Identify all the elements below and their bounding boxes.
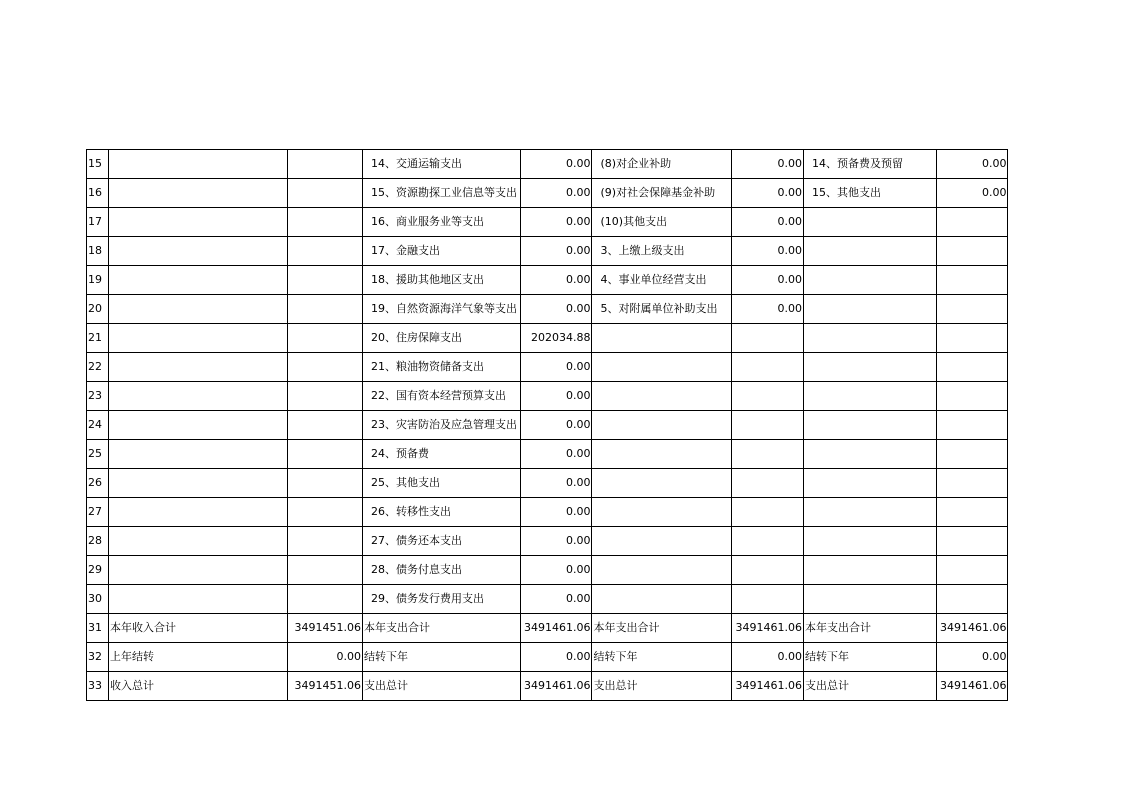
- expense-item-cell: [592, 556, 732, 585]
- row-number: 18: [87, 237, 109, 266]
- amount-cell: 3491461.06: [936, 672, 1007, 701]
- amount-cell: [288, 556, 363, 585]
- table-row: [87, 150, 1008, 179]
- table-row: [87, 469, 1008, 498]
- expense-item-cell: [803, 266, 936, 295]
- expense-item-cell: [803, 237, 936, 266]
- amount-cell: [936, 411, 1007, 440]
- amount-cell: [936, 469, 1007, 498]
- expense-item-cell: 5、对附属单位补助支出: [592, 295, 732, 324]
- amount-cell: [936, 295, 1007, 324]
- row-number: 26: [87, 469, 109, 498]
- amount-cell: 0.00: [936, 643, 1007, 672]
- expense-item-cell: 4、事业单位经营支出: [592, 266, 732, 295]
- expense-item-cell: 结转下年: [803, 643, 936, 672]
- expense-item-cell: [592, 411, 732, 440]
- amount-cell: 3491461.06: [521, 614, 592, 643]
- budget-table: [86, 149, 1008, 701]
- amount-cell: [936, 266, 1007, 295]
- expense-item-cell: [803, 469, 936, 498]
- table-row: [87, 324, 1008, 353]
- amount-cell: [288, 266, 363, 295]
- table-row: [87, 440, 1008, 469]
- expense-item-cell: [803, 324, 936, 353]
- expense-item-cell: [803, 353, 936, 382]
- row-number: 30: [87, 585, 109, 614]
- expense-item-cell: [803, 411, 936, 440]
- expense-item-cell: 支出总计: [592, 672, 732, 701]
- amount-cell: 3491461.06: [732, 672, 803, 701]
- row-number: 24: [87, 411, 109, 440]
- amount-cell: [288, 237, 363, 266]
- amount-cell: 0.00: [936, 150, 1007, 179]
- income-item-cell: [109, 556, 288, 585]
- income-item-cell: [109, 440, 288, 469]
- expense-item-cell: 26、转移性支出: [363, 498, 521, 527]
- income-item-cell: 收入总计: [109, 672, 288, 701]
- amount-cell: [732, 556, 803, 585]
- expense-item-cell: [803, 208, 936, 237]
- row-number: 33: [87, 672, 109, 701]
- row-number: 31: [87, 614, 109, 643]
- amount-cell: [288, 295, 363, 324]
- amount-cell: [288, 440, 363, 469]
- amount-cell: [936, 208, 1007, 237]
- expense-item-cell: 14、预备费及预留: [803, 150, 936, 179]
- amount-cell: [288, 208, 363, 237]
- table-row: [87, 266, 1008, 295]
- expense-item-cell: 18、援助其他地区支出: [363, 266, 521, 295]
- row-number: 28: [87, 527, 109, 556]
- amount-cell: 0.00: [521, 411, 592, 440]
- expense-item-cell: 支出总计: [363, 672, 521, 701]
- table-row: [87, 498, 1008, 527]
- amount-cell: 3491451.06: [288, 672, 363, 701]
- expense-item-cell: 本年支出合计: [592, 614, 732, 643]
- amount-cell: 0.00: [521, 150, 592, 179]
- table-row: [87, 382, 1008, 411]
- income-item-cell: [109, 411, 288, 440]
- income-item-cell: [109, 237, 288, 266]
- income-item-cell: [109, 469, 288, 498]
- expense-item-cell: [592, 585, 732, 614]
- amount-cell: 0.00: [521, 208, 592, 237]
- amount-cell: 0.00: [288, 643, 363, 672]
- amount-cell: [936, 353, 1007, 382]
- expense-item-cell: [803, 440, 936, 469]
- income-item-cell: [109, 208, 288, 237]
- expense-item-cell: 15、资源勘探工业信息等支出: [363, 179, 521, 208]
- amount-cell: [288, 498, 363, 527]
- expense-item-cell: [592, 324, 732, 353]
- expense-item-cell: 3、上缴上级支出: [592, 237, 732, 266]
- table-row: [87, 527, 1008, 556]
- amount-cell: [732, 469, 803, 498]
- amount-cell: 0.00: [521, 440, 592, 469]
- expense-item-cell: [803, 498, 936, 527]
- income-item-cell: [109, 150, 288, 179]
- row-number: 25: [87, 440, 109, 469]
- income-item-cell: [109, 295, 288, 324]
- table-row: [87, 643, 1008, 672]
- expense-item-cell: [592, 527, 732, 556]
- income-item-cell: 上年结转: [109, 643, 288, 672]
- row-number: 22: [87, 353, 109, 382]
- amount-cell: 0.00: [521, 585, 592, 614]
- amount-cell: [288, 585, 363, 614]
- row-number: 20: [87, 295, 109, 324]
- amount-cell: 3491461.06: [521, 672, 592, 701]
- income-item-cell: [109, 266, 288, 295]
- expense-item-cell: 支出总计: [803, 672, 936, 701]
- row-number: 15: [87, 150, 109, 179]
- table-row: [87, 614, 1008, 643]
- expense-item-cell: 28、债务付息支出: [363, 556, 521, 585]
- expense-item-cell: 22、国有资本经营预算支出: [363, 382, 521, 411]
- amount-cell: [936, 382, 1007, 411]
- income-item-cell: [109, 585, 288, 614]
- amount-cell: [288, 411, 363, 440]
- amount-cell: [288, 179, 363, 208]
- amount-cell: [936, 585, 1007, 614]
- row-number: 32: [87, 643, 109, 672]
- income-item-cell: [109, 179, 288, 208]
- table-row: [87, 353, 1008, 382]
- amount-cell: 0.00: [521, 266, 592, 295]
- expense-item-cell: 结转下年: [363, 643, 521, 672]
- expense-item-cell: 21、粮油物资储备支出: [363, 353, 521, 382]
- amount-cell: 0.00: [732, 295, 803, 324]
- amount-cell: [288, 469, 363, 498]
- amount-cell: [936, 498, 1007, 527]
- expense-item-cell: [803, 527, 936, 556]
- amount-cell: [936, 556, 1007, 585]
- expense-item-cell: 17、金融支出: [363, 237, 521, 266]
- expense-item-cell: [592, 382, 732, 411]
- row-number: 16: [87, 179, 109, 208]
- income-item-cell: [109, 498, 288, 527]
- table-row: [87, 208, 1008, 237]
- table-row: [87, 237, 1008, 266]
- amount-cell: 3491451.06: [288, 614, 363, 643]
- amount-cell: [936, 440, 1007, 469]
- row-number: 17: [87, 208, 109, 237]
- amount-cell: 202034.88: [521, 324, 592, 353]
- table-row: [87, 179, 1008, 208]
- expense-item-cell: [803, 382, 936, 411]
- amount-cell: 0.00: [521, 556, 592, 585]
- expense-item-cell: [592, 353, 732, 382]
- amount-cell: [732, 382, 803, 411]
- amount-cell: [732, 585, 803, 614]
- amount-cell: [288, 527, 363, 556]
- amount-cell: 0.00: [732, 179, 803, 208]
- expense-item-cell: 本年支出合计: [803, 614, 936, 643]
- expense-item-cell: [592, 498, 732, 527]
- table-row: [87, 672, 1008, 701]
- amount-cell: 0.00: [521, 353, 592, 382]
- amount-cell: [936, 237, 1007, 266]
- amount-cell: [732, 498, 803, 527]
- amount-cell: [732, 440, 803, 469]
- amount-cell: [732, 411, 803, 440]
- amount-cell: 0.00: [521, 295, 592, 324]
- expense-item-cell: 结转下年: [592, 643, 732, 672]
- row-number: 21: [87, 324, 109, 353]
- amount-cell: 0.00: [732, 643, 803, 672]
- expense-item-cell: (8)对企业补助: [592, 150, 732, 179]
- expense-item-cell: 29、债务发行费用支出: [363, 585, 521, 614]
- expense-item-cell: 16、商业服务业等支出: [363, 208, 521, 237]
- amount-cell: 0.00: [732, 208, 803, 237]
- amount-cell: 0.00: [732, 150, 803, 179]
- amount-cell: [732, 353, 803, 382]
- amount-cell: [288, 324, 363, 353]
- amount-cell: 0.00: [521, 643, 592, 672]
- expense-item-cell: (10)其他支出: [592, 208, 732, 237]
- amount-cell: 0.00: [521, 469, 592, 498]
- expense-item-cell: [803, 295, 936, 324]
- expense-item-cell: 20、住房保障支出: [363, 324, 521, 353]
- expense-item-cell: 15、其他支出: [803, 179, 936, 208]
- amount-cell: 0.00: [521, 179, 592, 208]
- expense-item-cell: [592, 440, 732, 469]
- amount-cell: 0.00: [732, 237, 803, 266]
- expense-item-cell: 24、预备费: [363, 440, 521, 469]
- row-number: 23: [87, 382, 109, 411]
- income-item-cell: [109, 527, 288, 556]
- amount-cell: [936, 527, 1007, 556]
- amount-cell: 0.00: [521, 382, 592, 411]
- amount-cell: 0.00: [521, 527, 592, 556]
- amount-cell: 0.00: [521, 237, 592, 266]
- amount-cell: [288, 150, 363, 179]
- expense-item-cell: [803, 556, 936, 585]
- expense-item-cell: 27、债务还本支出: [363, 527, 521, 556]
- expense-item-cell: 14、交通运输支出: [363, 150, 521, 179]
- amount-cell: 0.00: [521, 498, 592, 527]
- income-item-cell: 本年收入合计: [109, 614, 288, 643]
- expense-item-cell: 25、其他支出: [363, 469, 521, 498]
- amount-cell: [288, 382, 363, 411]
- expense-item-cell: [803, 585, 936, 614]
- income-item-cell: [109, 353, 288, 382]
- row-number: 19: [87, 266, 109, 295]
- amount-cell: 0.00: [732, 266, 803, 295]
- amount-cell: [732, 527, 803, 556]
- row-number: 29: [87, 556, 109, 585]
- expense-item-cell: [592, 469, 732, 498]
- table-row: [87, 411, 1008, 440]
- table-row: [87, 556, 1008, 585]
- amount-cell: [732, 324, 803, 353]
- amount-cell: 3491461.06: [936, 614, 1007, 643]
- amount-cell: [936, 324, 1007, 353]
- amount-cell: 3491461.06: [732, 614, 803, 643]
- expense-item-cell: (9)对社会保障基金补助: [592, 179, 732, 208]
- expense-item-cell: 23、灾害防治及应急管理支出: [363, 411, 521, 440]
- expense-item-cell: 本年支出合计: [363, 614, 521, 643]
- table-row: [87, 295, 1008, 324]
- amount-cell: 0.00: [936, 179, 1007, 208]
- income-item-cell: [109, 382, 288, 411]
- income-item-cell: [109, 324, 288, 353]
- table-row: [87, 585, 1008, 614]
- expense-item-cell: 19、自然资源海洋气象等支出: [363, 295, 521, 324]
- row-number: 27: [87, 498, 109, 527]
- amount-cell: [288, 353, 363, 382]
